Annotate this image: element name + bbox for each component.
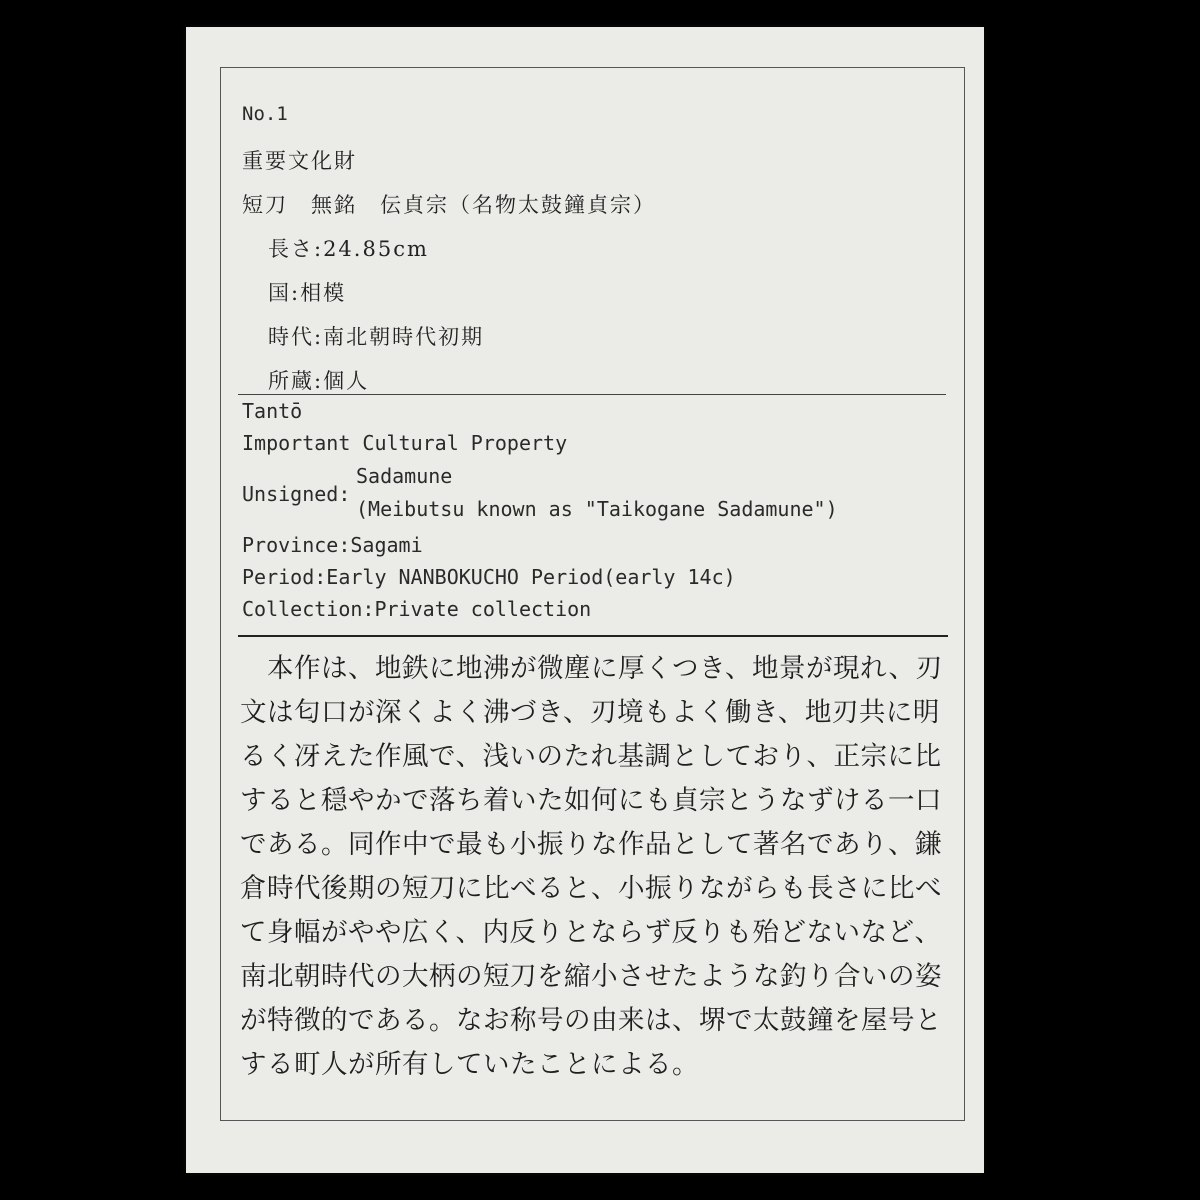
description-line: が特徴的である。なお称号の由来は、堺で太鼓鐘を屋号と: [240, 1005, 942, 1036]
collection-en: Collection:Private collection: [242, 597, 592, 621]
province-en: Province:Sagami: [242, 533, 423, 557]
collection-jp: 所蔵:個人: [268, 369, 370, 393]
museum-label-card: [186, 27, 984, 1173]
description-line: 南北朝時代の大柄の短刀を縮小させたような釣り合いの姿: [240, 961, 942, 992]
description-line: て身幅がやや広く、内反りとならず反りも殆どないなど、: [240, 917, 942, 948]
title-jp: 短刀 無銘 伝貞宗（名物太鼓鐘貞宗）: [242, 193, 656, 217]
description-line: する町人が所有していたことによる。: [240, 1049, 699, 1080]
catalog-number: No.1: [242, 103, 288, 125]
divider-thick: [238, 635, 948, 637]
period-en: Period:Early NANBOKUCHO Period(early 14c): [242, 565, 736, 589]
province-jp: 国:相模: [268, 281, 347, 305]
description-body: [240, 647, 950, 1087]
length-jp: 長さ:24.85cm: [268, 237, 429, 261]
designation-jp: 重要文化財: [242, 149, 357, 173]
description-line: すると穏やかで落ち着いた如何にも貞宗とうなずける一口: [240, 785, 942, 816]
type-en: Tantō: [242, 399, 303, 423]
description-line: るく冴えた作風で、浅いのたれ基調としており、正宗に比: [240, 741, 942, 772]
divider-thin: [238, 394, 946, 395]
designation-en: Important Cultural Property: [242, 431, 568, 455]
description-line: である。同作中で最も小振りな作品として著名であり、鎌: [240, 829, 942, 860]
unsigned-label-en: Unsigned:: [242, 482, 351, 506]
description-line: 本作は、地鉄に地沸が微塵に厚くつき、地景が現れ、刃: [240, 653, 943, 684]
period-jp: 時代:南北朝時代初期: [268, 325, 485, 349]
description-line: 倉時代後期の短刀に比べると、小振りながらも長さに比べ: [240, 873, 942, 904]
attribution-en: Sadamune: [356, 464, 453, 488]
meibutsu-en: (Meibutsu known as "Taikogane Sadamune"): [356, 497, 838, 521]
description-line: 文は匂口が深くよく沸づき、刃境もよく働き、地刃共に明: [240, 697, 940, 728]
